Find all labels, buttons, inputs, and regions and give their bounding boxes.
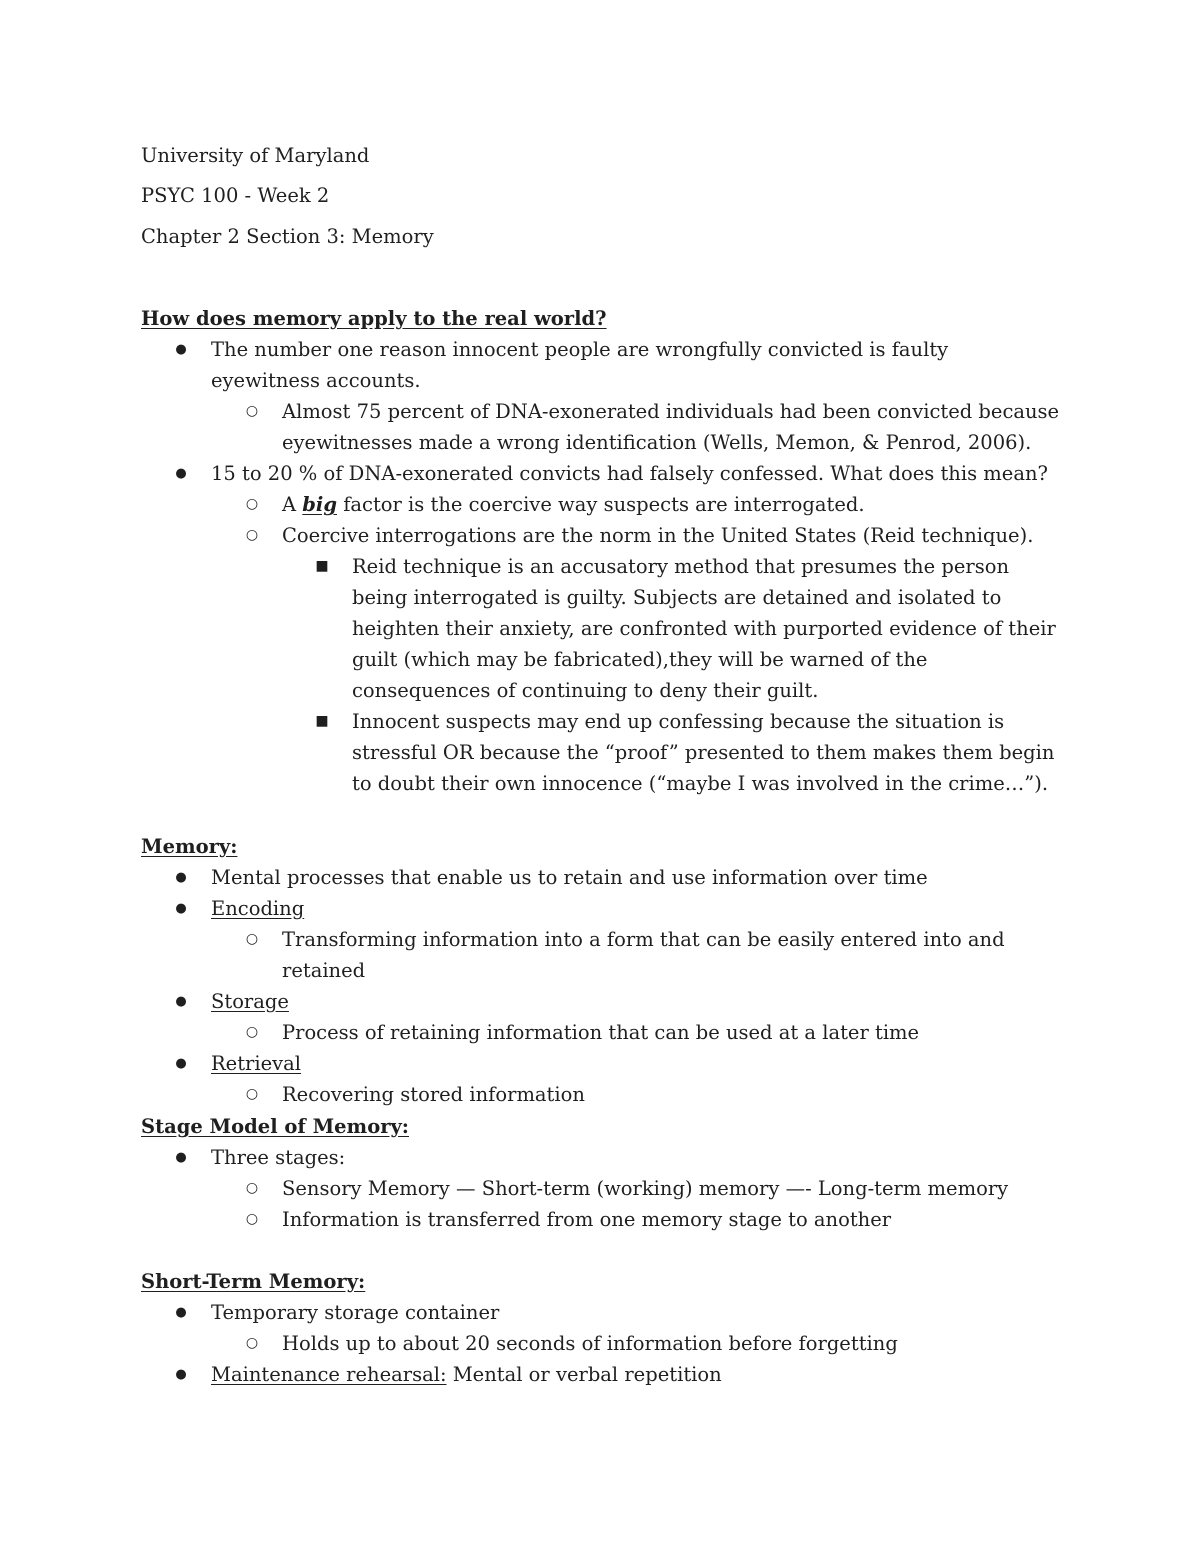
section-heading: Stage Model of Memory: <box>141 1115 410 1138</box>
hollow-circle-bullet-icon: ○ <box>245 1335 259 1351</box>
list-item-text: Sensory Memory — Short-term (working) memory —- Long-term memory <box>282 1177 1009 1200</box>
filled-circle-bullet-icon: ● <box>175 901 187 916</box>
list-item-text: Almost 75 percent of DNA-exonerated individuals had been convicted because eyewitnesses made a wrong identification (Wells, Memon, & Penrod, 2006). <box>282 400 1060 454</box>
list-item <box>141 1359 1061 1390</box>
list-item-text: Recovering stored information <box>282 1083 585 1106</box>
filled-circle-bullet-icon: ● <box>175 994 187 1009</box>
term-encoding: Encoding <box>211 897 305 920</box>
list-item <box>141 489 1061 520</box>
list-item <box>141 924 1061 986</box>
list-item <box>141 1173 1061 1204</box>
bullet-list <box>141 1142 1061 1235</box>
list-item <box>141 1328 1061 1359</box>
hollow-circle-bullet-icon: ○ <box>245 931 259 947</box>
hollow-circle-bullet-icon: ○ <box>245 1086 259 1102</box>
term-retrieval: Retrieval <box>211 1052 302 1075</box>
list-item-text: Transforming information into a form that can be easily entered into and retained <box>282 928 1005 982</box>
hollow-circle-bullet-icon: ○ <box>245 496 259 512</box>
list-item-text-suffix: factor is the coercive way suspects are interrogated. <box>343 493 865 516</box>
hollow-circle-bullet-icon: ○ <box>245 527 259 543</box>
course-title: PSYC 100 - Week 2 <box>141 184 330 207</box>
list-item-text: Process of retaining information that can be used at a later time <box>282 1021 920 1044</box>
list-item-text: Information is transferred from one memory stage to another <box>282 1208 892 1231</box>
term-storage: Storage <box>211 990 289 1013</box>
list-item-text: The number one reason innocent people are wrongfully convicted is faulty eyewitness accounts. <box>211 338 949 392</box>
term-maintenance-rehearsal: Maintenance rehearsal: <box>211 1363 447 1386</box>
list-item-text: Mental processes that enable us to retain and use information over time <box>211 866 928 889</box>
list-item <box>141 986 1061 1017</box>
list-item <box>141 458 1061 489</box>
list-item <box>141 520 1061 551</box>
square-bullet-icon: ■ <box>315 713 329 729</box>
list-item <box>141 1142 1061 1173</box>
filled-circle-bullet-icon: ● <box>175 466 187 481</box>
list-item-text: Reid technique is an accusatory method that presumes the person being interrogated is guilty. Subjects are detained and isolated to heighten their anxiety, are confronted with purported evidence of their guilt (which may be fabricated),they will be warned of the consequences of continuing to deny their guilt. <box>352 555 1056 702</box>
hollow-circle-bullet-icon: ○ <box>245 1211 259 1227</box>
list-item <box>141 893 1061 924</box>
list-item <box>141 1048 1061 1079</box>
list-item <box>141 1297 1061 1328</box>
square-bullet-icon: ■ <box>315 558 329 574</box>
section-short-term-memory <box>141 1266 1061 1390</box>
chapter-title: Chapter 2 Section 3: Memory <box>141 225 434 248</box>
hollow-circle-bullet-icon: ○ <box>245 403 259 419</box>
list-item-text-prefix: A <box>282 493 297 516</box>
section-heading: How does memory apply to the real world? <box>141 307 607 330</box>
section-stage-model <box>141 1111 1061 1235</box>
emphasized-word: big <box>302 493 337 516</box>
list-item <box>141 551 1061 706</box>
list-item <box>141 862 1061 893</box>
section-heading: Short-Term Memory: <box>141 1270 366 1293</box>
section-real-world <box>141 303 1061 799</box>
list-item-text: Coercive interrogations are the norm in the United States (Reid technique). <box>282 524 1034 547</box>
hollow-circle-bullet-icon: ○ <box>245 1024 259 1040</box>
filled-circle-bullet-icon: ● <box>175 342 187 357</box>
list-item-text: 15 to 20 % of DNA-exonerated convicts had falsely confessed. What does this mean? <box>211 462 1048 485</box>
list-item <box>141 1017 1061 1048</box>
list-item-text: Mental or verbal repetition <box>452 1363 722 1386</box>
filled-circle-bullet-icon: ● <box>175 1367 187 1382</box>
list-item <box>141 1204 1061 1235</box>
list-item <box>141 1079 1061 1110</box>
filled-circle-bullet-icon: ● <box>175 1056 187 1071</box>
hollow-circle-bullet-icon: ○ <box>245 1180 259 1196</box>
bullet-list <box>141 862 1061 1110</box>
list-item <box>141 706 1061 799</box>
list-item-text: Innocent suspects may end up confessing because the situation is stressful OR because the “proof” presented to them makes them begin to doubt their own innocence (“maybe I was involved in the crime…”). <box>352 710 1055 795</box>
section-memory <box>141 831 1061 1110</box>
list-item <box>141 396 1061 458</box>
list-item-text: Three stages: <box>211 1146 346 1169</box>
list-item <box>141 334 1061 396</box>
section-heading: Memory: <box>141 835 238 858</box>
list-item-text: Temporary storage container <box>211 1301 500 1324</box>
bullet-list <box>141 334 1061 799</box>
filled-circle-bullet-icon: ● <box>175 1150 187 1165</box>
list-item-text: Holds up to about 20 seconds of information before forgetting <box>282 1332 898 1355</box>
bullet-list <box>141 1297 1061 1390</box>
filled-circle-bullet-icon: ● <box>175 1305 187 1320</box>
university-name: University of Maryland <box>141 144 370 167</box>
filled-circle-bullet-icon: ● <box>175 870 187 885</box>
